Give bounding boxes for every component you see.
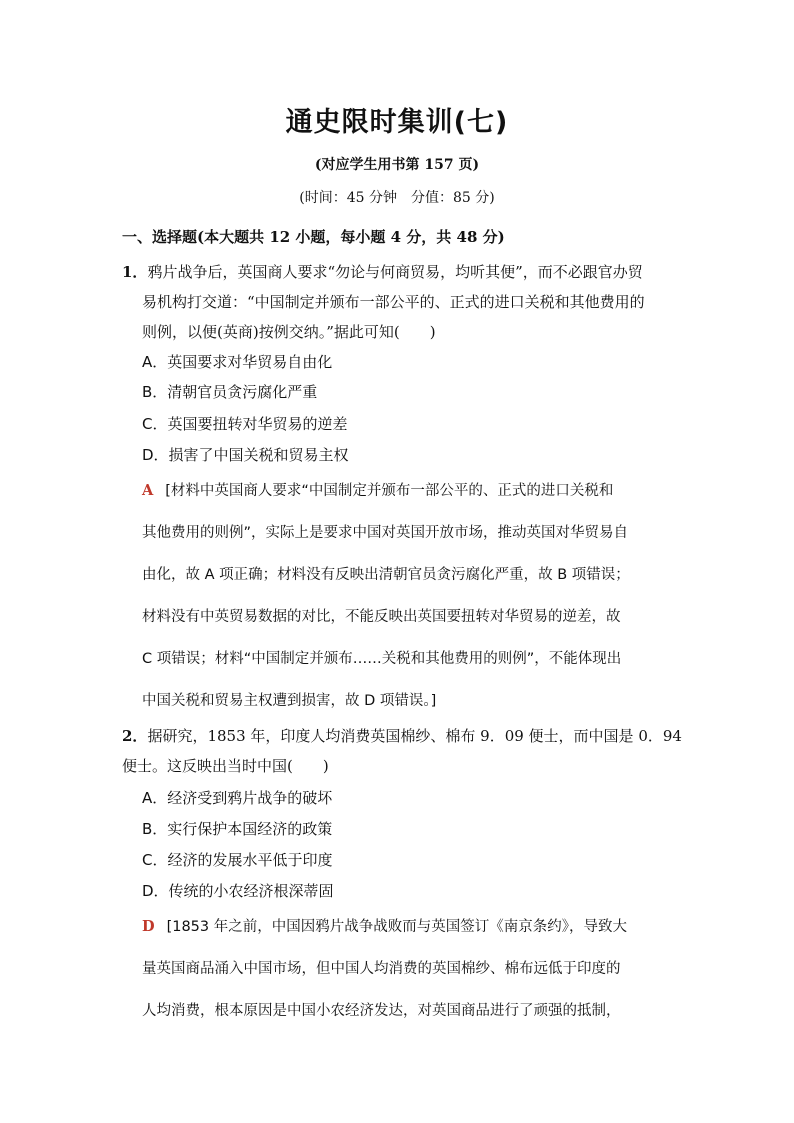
question-stem-line: 便士。这反映出当时中国( ) (122, 757, 329, 775)
analysis-line: 量英国商品涌入中国市场，但中国人均消费的英国棉纱、棉布远低于印度的 (142, 961, 621, 977)
option-b: B．清朝官员贪污腐化严重 (142, 383, 318, 401)
option-d: D．损害了中国关税和贸易主权 (142, 446, 349, 464)
question-stem-line: 2．据研究，1853 年，印度人均消费英国棉纱、棉布 9．09 便士，而中国是 0．94 (122, 727, 682, 745)
option-c: C．英国要扭转对华贸易的逆差 (142, 415, 348, 433)
page-subtitle: (对应学生用书第 157 页) (314, 157, 480, 173)
section-heading (122, 226, 682, 247)
analysis-line: 中国关税和贸易主权遭到损害，故 D 项错误。] (142, 693, 437, 709)
analysis-line: A [材料中英国商人要求“中国制定并颁布一部公平的、正式的进口关税和 (142, 482, 614, 499)
analysis-line: 人均消费，根本原因是中国小农经济发达，对英国商品进行了顽强的抵制， (142, 1003, 621, 1019)
question-stem-line: 易机构打交道：“中国制定并颁布一部公平的、正式的进口关税和其他费用的 (142, 293, 645, 311)
analysis-line: C 项错误；材料“中国制定并颁布……关税和其他费用的则例”，不能体现出 (142, 651, 622, 667)
option-a: A．英国要求对华贸易自由化 (142, 353, 333, 371)
question-number: 2． (122, 727, 148, 745)
section-title: 一、选择题(本大题共 12 小题，每小题 4 分，共 48 分) (122, 228, 505, 246)
question-stem-line: 则例，以便(英商)按例交纳。”据此可知( ) (142, 323, 436, 341)
option-a: A．经济受到鸦片战争的破坏 (142, 789, 333, 807)
answer-letter: A (142, 482, 154, 499)
option-d: D．传统的小农经济根深蒂固 (142, 882, 334, 900)
option-b: B．实行保护本国经济的政策 (142, 820, 333, 838)
question-number: 1． (122, 263, 148, 281)
answer-letter: D (142, 918, 155, 935)
analysis-line: 材料没有中英贸易数据的对比，不能反映出英国要扭转对华贸易的逆差，故 (142, 609, 621, 625)
analysis-line: D [1853 年之前，中国因鸦片战争战败而与英国签订《南京条约》，导致大 (142, 918, 627, 935)
page-title: 通史限时集训(七) (285, 107, 509, 138)
analysis-line: 由化，故 A 项正确；材料没有反映出清朝官员贪污腐化严重，故 B 项错误； (142, 567, 630, 583)
option-c: C．经济的发展水平低于印度 (142, 851, 333, 869)
analysis-line: 其他费用的则例”，实际上是要求中国对英国开放市场，推动英国对华贸易自 (142, 525, 629, 541)
question-stem-line: 1．鸦片战争后，英国商人要求“勿论与何商贸易，均听其便”，而不必跟官办贸 (122, 263, 643, 281)
time-info: (时间：45 分钟 分值：85 分) (299, 190, 495, 206)
